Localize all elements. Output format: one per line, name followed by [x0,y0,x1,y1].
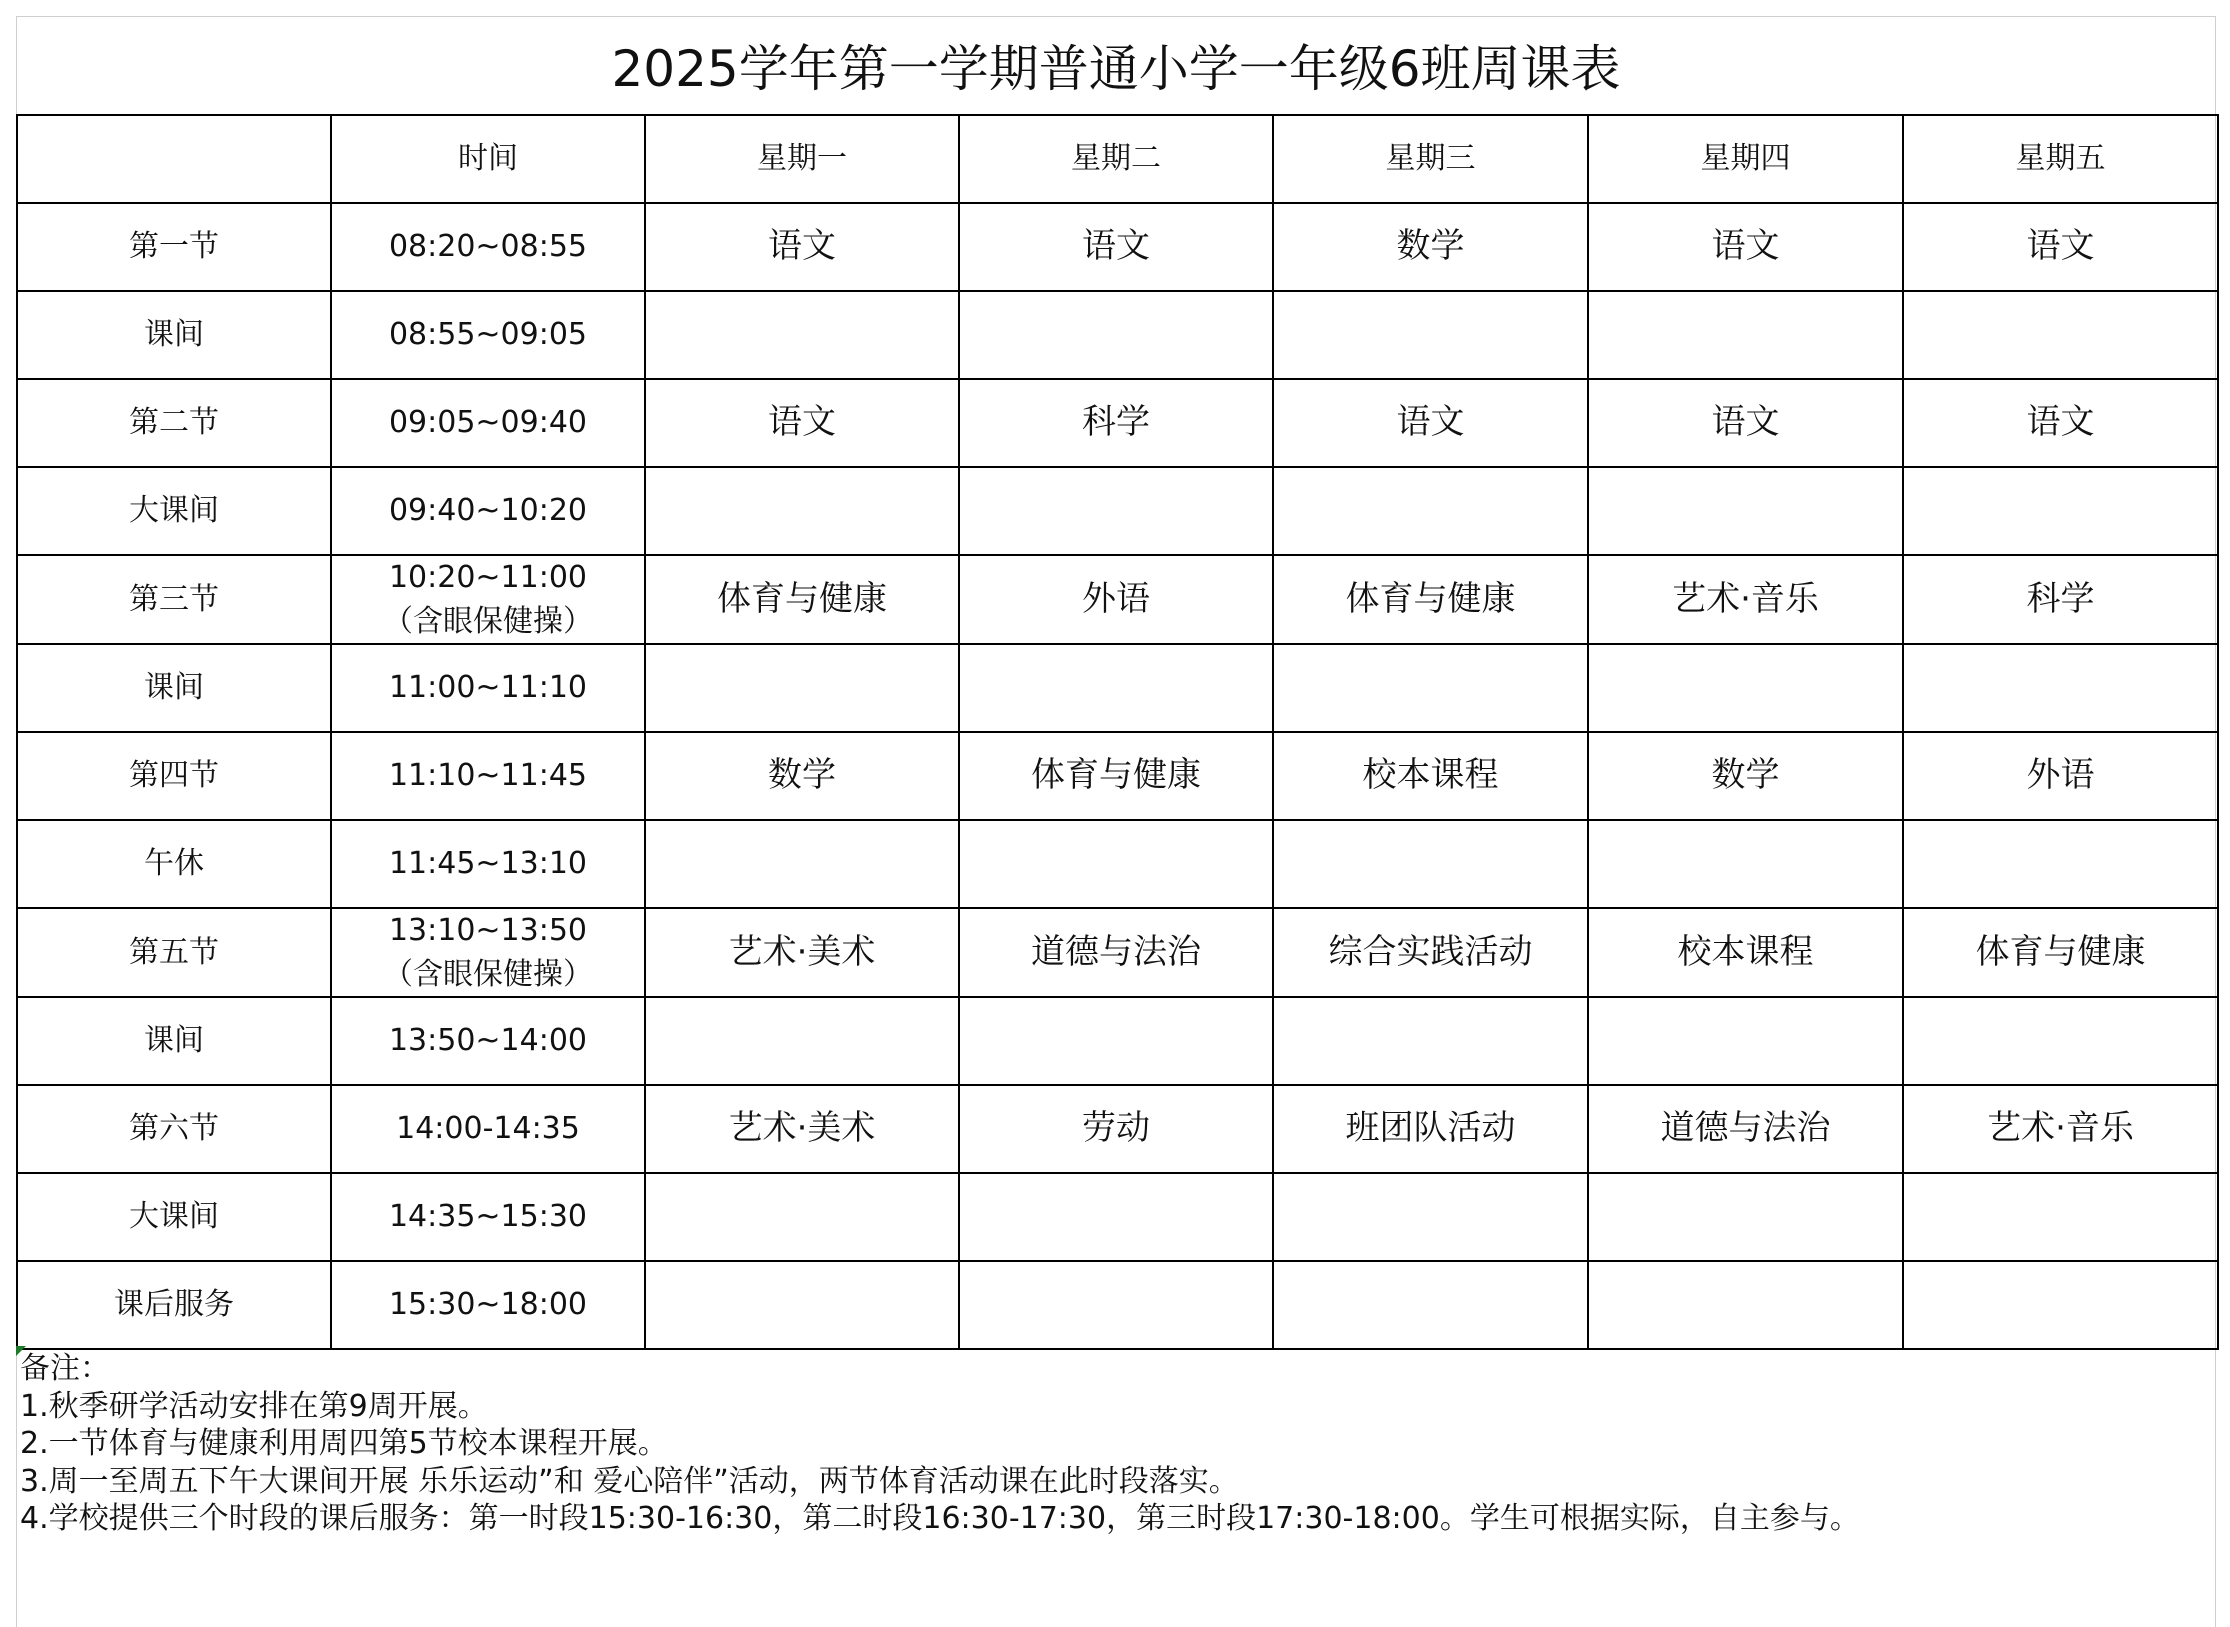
table-row [17,203,2218,291]
subject-cell-thursday[interactable] [1588,291,1903,379]
subject-cell-friday[interactable]: 语文 [1903,379,2218,467]
subject-cell-friday[interactable] [1903,820,2218,908]
table-row [17,644,2218,732]
table-row [17,820,2218,908]
header-cell-wednesday[interactable]: 星期三 [1273,115,1588,203]
table-row [17,379,2218,467]
timetable [16,114,2219,1350]
time-note: （含眼保健操） [383,603,593,639]
subject-cell-friday[interactable] [1903,644,2218,732]
header-cell-thursday[interactable]: 星期四 [1588,115,1903,203]
time-range: 11:00~11:10 [388,670,588,706]
time-cell[interactable] [331,732,645,820]
subject-cell-wednesday[interactable]: 班团队活动 [1273,1085,1588,1173]
subject-cell-monday[interactable]: 艺术·美术 [645,1085,959,1173]
subject-cell-monday[interactable] [645,1173,959,1261]
subject-cell-thursday[interactable] [1588,1261,1903,1349]
table-row [17,467,2218,555]
time-range: 08:20~08:55 [388,229,588,265]
subject-cell-thursday[interactable]: 语文 [1588,379,1903,467]
subject-cell-friday[interactable]: 语文 [1903,203,2218,291]
subject-cell-friday[interactable]: 科学 [1903,555,2218,644]
time-cell[interactable] [331,555,645,644]
subject-cell-monday[interactable]: 体育与健康 [645,555,959,644]
subject-cell-friday[interactable]: 艺术·音乐 [1903,1085,2218,1173]
subject-cell-thursday[interactable]: 数学 [1588,732,1903,820]
table-row [17,291,2218,379]
note-line-3: 3.周一至周五下午大课间开展 乐乐运动”和 爱心陪伴”活动，两节体育活动课在此时段落实。 [20,1463,1239,1499]
subject-cell-thursday[interactable]: 艺术·音乐 [1588,555,1903,644]
time-cell[interactable] [331,203,645,291]
table-row [17,732,2218,820]
subject-cell-thursday[interactable] [1588,467,1903,555]
subject-cell-monday[interactable] [645,467,959,555]
subject-cell-monday[interactable] [645,644,959,732]
subject-cell-tuesday[interactable] [959,1173,1273,1261]
time-cell[interactable] [331,379,645,467]
subject-cell-wednesday[interactable] [1273,467,1588,555]
time-range: 09:05~09:40 [388,405,588,441]
subject-cell-tuesday[interactable]: 外语 [959,555,1273,644]
time-cell[interactable] [331,467,645,555]
subject-cell-friday[interactable]: 外语 [1903,732,2218,820]
time-cell[interactable] [331,908,645,997]
header-cell-time[interactable]: 时间 [331,115,645,203]
subject-cell-friday[interactable]: 体育与健康 [1903,908,2218,997]
subject-cell-wednesday[interactable]: 数学 [1273,203,1588,291]
time-range: 15:30~18:00 [388,1287,588,1323]
table-row [17,1261,2218,1349]
period-label-cell[interactable]: 课间 [17,644,331,732]
subject-cell-monday[interactable]: 艺术·美术 [645,908,959,997]
period-label-cell[interactable]: 第四节 [17,732,331,820]
notes-block[interactable] [20,1350,2200,1538]
subject-cell-tuesday[interactable] [959,467,1273,555]
subject-cell-wednesday[interactable] [1273,997,1588,1085]
subject-cell-thursday[interactable]: 道德与法治 [1588,1085,1903,1173]
subject-cell-thursday[interactable] [1588,1173,1903,1261]
subject-cell-wednesday[interactable] [1273,291,1588,379]
subject-cell-friday[interactable] [1903,1173,2218,1261]
subject-cell-tuesday[interactable]: 语文 [959,203,1273,291]
subject-cell-tuesday[interactable] [959,644,1273,732]
period-label-cell[interactable]: 第五节 [17,908,331,997]
header-cell-monday[interactable]: 星期一 [645,115,959,203]
subject-cell-monday[interactable]: 语文 [645,379,959,467]
header-row [17,115,2218,203]
period-label-cell[interactable]: 大课间 [17,1173,331,1261]
subject-cell-thursday[interactable]: 校本课程 [1588,908,1903,997]
subject-cell-monday[interactable]: 数学 [645,732,959,820]
period-label-cell[interactable]: 课间 [17,291,331,379]
subject-cell-friday[interactable] [1903,467,2218,555]
subject-cell-tuesday[interactable]: 体育与健康 [959,732,1273,820]
subject-cell-thursday[interactable] [1588,997,1903,1085]
subject-cell-friday[interactable] [1903,1261,2218,1349]
time-range: 14:35~15:30 [388,1199,588,1235]
subject-cell-wednesday[interactable] [1273,644,1588,732]
subject-cell-monday[interactable] [645,997,959,1085]
subject-cell-tuesday[interactable]: 道德与法治 [959,908,1273,997]
time-cell[interactable] [331,997,645,1085]
subject-cell-wednesday[interactable] [1273,1173,1588,1261]
period-label-cell[interactable]: 课后服务 [17,1261,331,1349]
period-label-cell[interactable]: 第六节 [17,1085,331,1173]
time-range: 08:55~09:05 [388,317,588,353]
time-range: 09:40~10:20 [388,493,588,529]
subject-cell-tuesday[interactable] [959,1261,1273,1349]
period-label-cell[interactable]: 午休 [17,820,331,908]
time-cell[interactable] [331,644,645,732]
time-range: 14:00-14:35 [396,1111,580,1147]
subject-cell-wednesday[interactable]: 综合实践活动 [1273,908,1588,997]
period-label-cell[interactable]: 第三节 [17,555,331,644]
table-row [17,1173,2218,1261]
table-row [17,1085,2218,1173]
subject-cell-wednesday[interactable] [1273,1261,1588,1349]
table-row [17,555,2218,644]
header-cell-friday[interactable]: 星期五 [1903,115,2218,203]
note-line-1: 1.秋季研学活动安排在第9周开展。 [20,1388,488,1424]
header-cell-blank[interactable] [17,115,331,203]
time-cell[interactable] [331,1085,645,1173]
timetable-title: 2025学年第一学期普通小学一年级6班周课表 [611,40,1621,98]
subject-cell-wednesday[interactable] [1273,820,1588,908]
subject-cell-monday[interactable] [645,291,959,379]
subject-cell-tuesday[interactable] [959,820,1273,908]
subject-cell-wednesday[interactable]: 体育与健康 [1273,555,1588,644]
subject-cell-thursday[interactable] [1588,644,1903,732]
table-row [17,908,2218,997]
time-range: 13:50~14:00 [388,1023,588,1059]
period-label-cell[interactable]: 课间 [17,997,331,1085]
subject-cell-monday[interactable]: 语文 [645,203,959,291]
time-cell[interactable] [331,1261,645,1349]
subject-cell-monday[interactable] [645,820,959,908]
period-label-cell[interactable]: 第二节 [17,379,331,467]
time-cell[interactable] [331,820,645,908]
note-line-2: 2.一节体育与健康利用周四第5节校本课程开展。 [20,1426,668,1461]
subject-cell-tuesday[interactable] [959,291,1273,379]
header-cell-tuesday[interactable]: 星期二 [959,115,1273,203]
time-range: 11:10~11:45 [388,758,588,794]
subject-cell-wednesday[interactable]: 校本课程 [1273,732,1588,820]
time-range: 10:20~11:00 [388,560,588,595]
period-label-cell[interactable]: 第一节 [17,203,331,291]
subject-cell-friday[interactable] [1903,997,2218,1085]
notes-heading: 备注： [20,1351,110,1386]
time-cell[interactable] [331,291,645,379]
time-range: 11:45~13:10 [388,846,588,882]
subject-cell-monday[interactable] [645,1261,959,1349]
subject-cell-tuesday[interactable]: 科学 [959,379,1273,467]
note-line-4: 4.学校提供三个时段的课后服务：第一时段15:30-16:30，第二时段16:30-17:30，第三时段17:30-18:00。学生可根据实际，自主参与。 [20,1501,1860,1536]
subject-cell-tuesday[interactable] [959,997,1273,1085]
time-range: 13:10~13:50 [388,913,588,948]
subject-cell-wednesday[interactable]: 语文 [1273,379,1588,467]
subject-cell-friday[interactable] [1903,291,2218,379]
subject-cell-thursday[interactable]: 语文 [1588,203,1903,291]
time-cell[interactable] [331,1173,645,1261]
subject-cell-tuesday[interactable]: 劳动 [959,1085,1273,1173]
table-row [17,997,2218,1085]
period-label-cell[interactable]: 大课间 [17,467,331,555]
subject-cell-thursday[interactable] [1588,820,1903,908]
time-note: （含眼保健操） [383,956,593,992]
